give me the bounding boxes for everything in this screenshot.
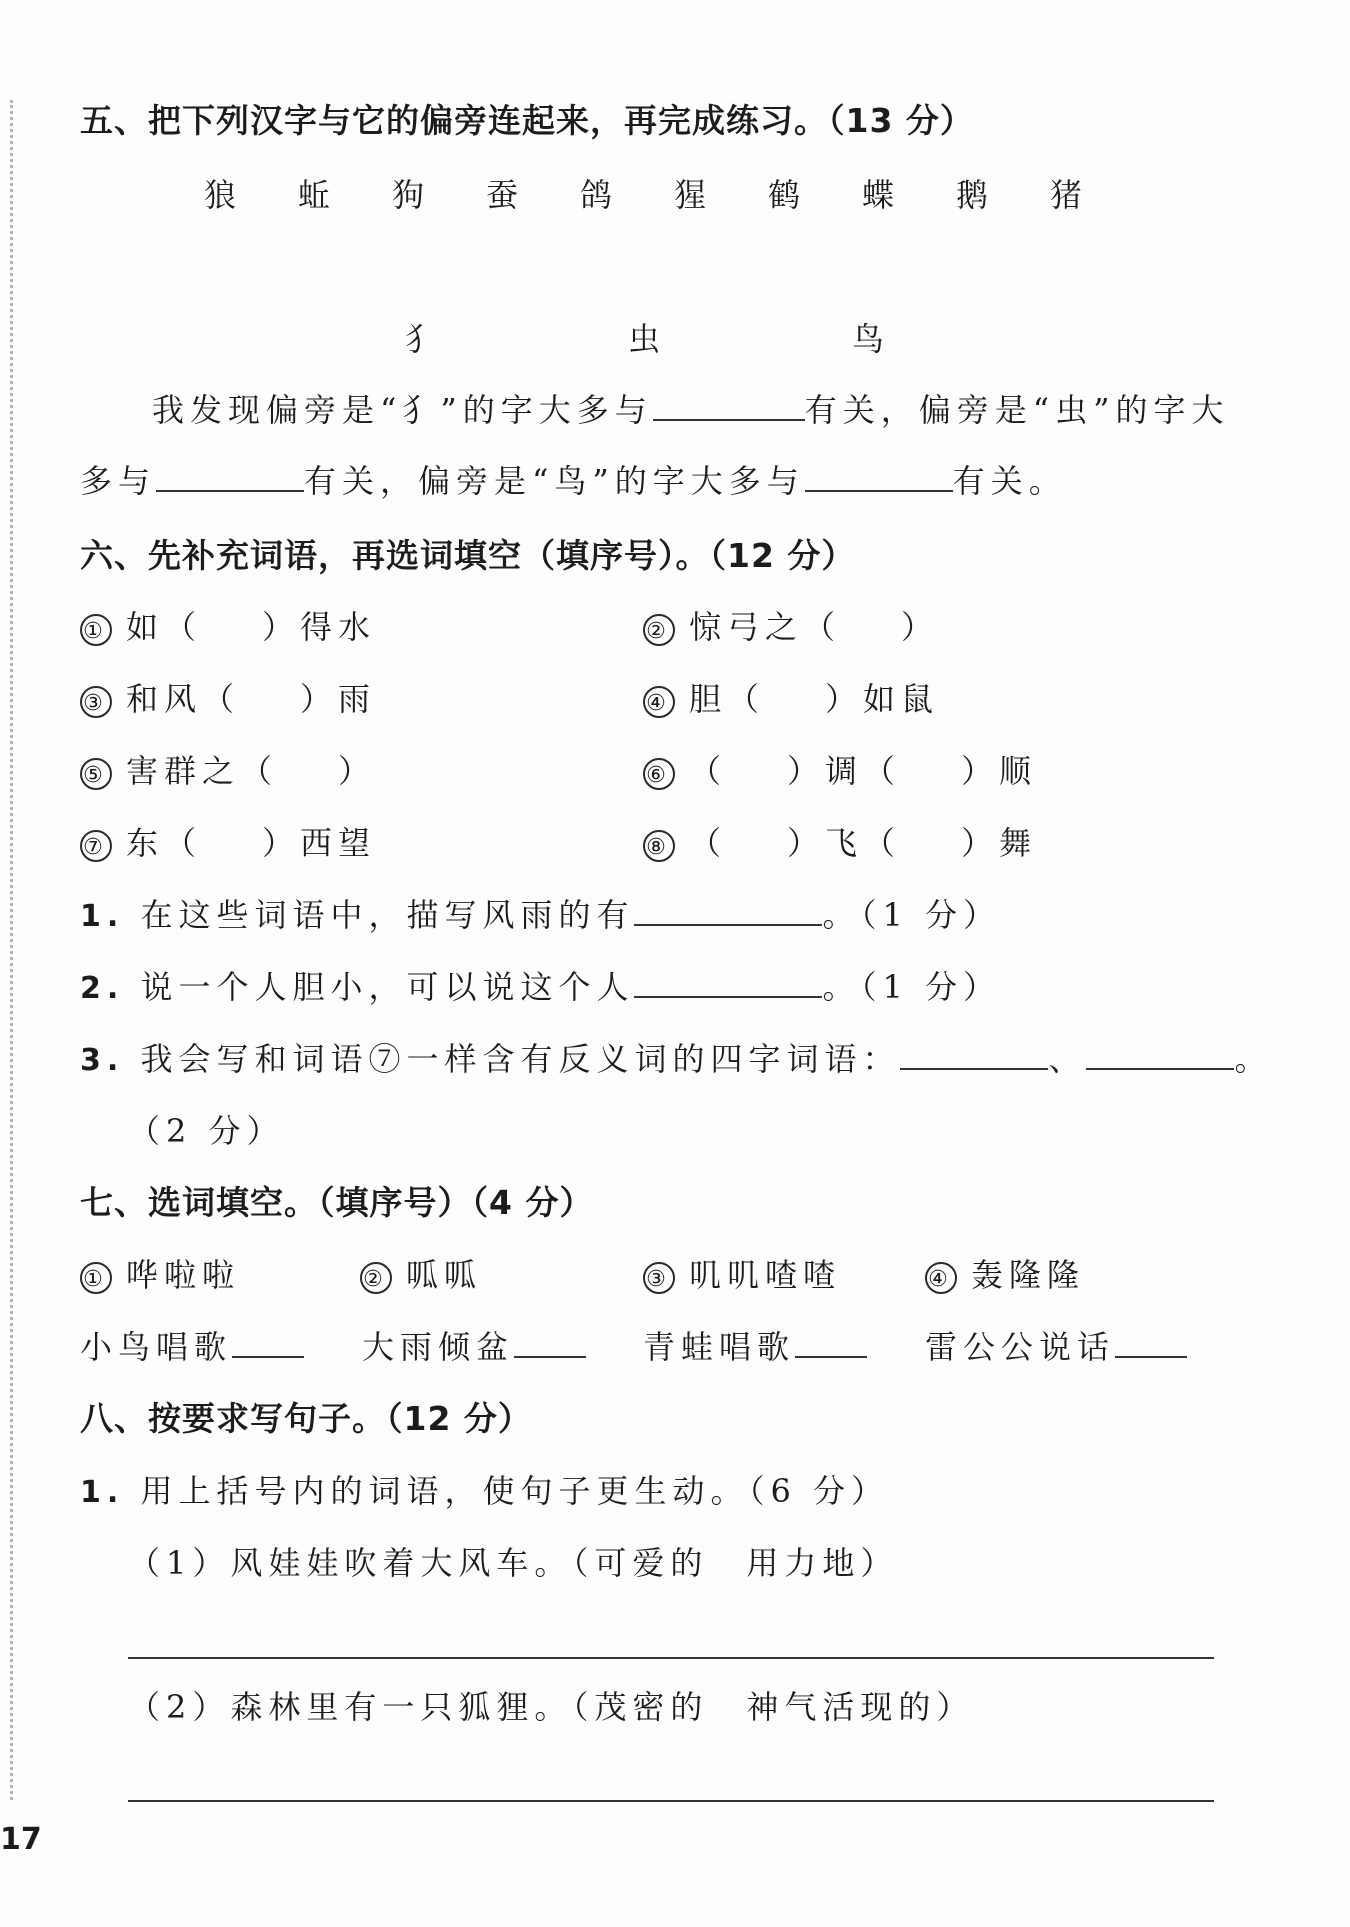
char-item[interactable]: 蝶	[862, 176, 895, 214]
section6-title: 六、先补充词语，再选词填空（填序号）。（12 分）	[80, 536, 856, 575]
separator: 、	[1048, 1040, 1087, 1078]
binding-margin	[10, 100, 13, 1800]
char-item[interactable]: 狼	[204, 176, 237, 214]
item-number: ④	[643, 686, 675, 718]
idiom-item-8	[643, 818, 1037, 864]
idiom-part: ）得水	[262, 608, 377, 646]
radical-item[interactable]: 犭	[405, 320, 438, 358]
char-item[interactable]: 鹤	[768, 176, 801, 214]
question-number: 1.	[80, 899, 125, 934]
fill-item-1	[80, 1322, 304, 1368]
section6-question-1	[80, 890, 1001, 936]
sentence-fragment: 我发现偏旁是“犭”的字大多与	[152, 391, 653, 429]
char-item[interactable]: 猩	[674, 176, 707, 214]
idiom-part: 惊弓之（	[689, 608, 842, 646]
char-item[interactable]: 鹅	[956, 176, 989, 214]
answer-blank[interactable]	[634, 924, 822, 926]
sentence-fragment: 有关。	[952, 462, 1067, 500]
fill-prompt: 小鸟唱歌	[80, 1328, 233, 1366]
radical-item[interactable]: 鸟	[852, 320, 885, 358]
word-option-4	[925, 1250, 1085, 1296]
section6-question-3	[80, 1034, 1273, 1080]
answer-blank[interactable]	[232, 1356, 304, 1358]
char-item[interactable]: 鸽	[580, 176, 613, 214]
answer-blank[interactable]	[1086, 1068, 1234, 1070]
fill-item-4	[925, 1322, 1187, 1368]
fill-prompt: 青蛙唱歌	[643, 1328, 796, 1366]
word-option-2	[360, 1250, 482, 1296]
question-number: 2.	[80, 971, 125, 1006]
question-score: 。（1 分）	[822, 968, 1002, 1006]
option-word: 呱呱	[406, 1256, 483, 1294]
item-number: ⑦	[80, 830, 112, 862]
char-item[interactable]: 猪	[1050, 176, 1083, 214]
section6-question-2	[80, 962, 1001, 1008]
idiom-part: （	[689, 824, 728, 862]
sentence-fragment: 有关，偏旁是“鸟”的字大多与	[304, 462, 805, 500]
section8-question-1	[80, 1466, 889, 1512]
question-text: 说一个人胆小，可以说这个人	[140, 968, 635, 1006]
question-text: 用上括号内的词语，使句子更生动。（6 分）	[140, 1472, 889, 1510]
idiom-part: 胆（	[689, 680, 766, 718]
item-number: ⑤	[80, 758, 112, 790]
option-word: 轰隆隆	[971, 1256, 1086, 1294]
page-number: 17	[0, 1822, 42, 1857]
answer-blank[interactable]	[795, 1356, 867, 1358]
idiom-item-5	[80, 746, 376, 792]
idiom-part: ）	[901, 608, 940, 646]
char-item[interactable]: 狗	[392, 176, 425, 214]
answer-blank[interactable]	[900, 1068, 1048, 1070]
answer-line[interactable]	[128, 1800, 1214, 1802]
question-text: 我会写和词语⑦一样含有反义词的四字词语：	[140, 1040, 901, 1078]
sentence-fragment: 有关，偏旁是“虫”的字大	[804, 391, 1230, 429]
word-option-1	[80, 1250, 240, 1296]
idiom-part: 如（	[126, 608, 203, 646]
answer-blank[interactable]	[514, 1356, 586, 1358]
idiom-part: ）舞	[961, 824, 1038, 862]
idiom-part: ）顺	[961, 752, 1038, 790]
radical-discovery-line-2	[80, 456, 1067, 502]
idiom-part: ）西望	[262, 824, 377, 862]
fill-item-2	[362, 1322, 586, 1368]
section5-title: 五、把下列汉字与它的偏旁连起来，再完成练习。（13 分）	[80, 101, 974, 140]
idiom-part: ）飞（	[787, 824, 902, 862]
item-number: ⑧	[643, 830, 675, 862]
subquestion-2: （2）森林里有一只狐狸。（茂密的 神气活现的）	[128, 1688, 975, 1726]
idiom-part: ）	[338, 752, 377, 790]
idiom-item-2	[643, 602, 939, 648]
idiom-part: 和风（	[126, 680, 241, 718]
idiom-item-6	[643, 746, 1037, 792]
idiom-item-4	[643, 674, 939, 720]
item-number: ③	[80, 686, 112, 718]
idiom-item-7	[80, 818, 376, 864]
answer-blank[interactable]	[634, 996, 822, 998]
idiom-item-1	[80, 602, 376, 648]
radical-item[interactable]: 虫	[628, 320, 661, 358]
answer-blank[interactable]	[1115, 1356, 1187, 1358]
section8-title: 八、按要求写句子。（12 分）	[80, 1399, 532, 1438]
answer-line[interactable]	[128, 1657, 1214, 1659]
punctuation: 。	[1234, 1040, 1273, 1078]
fill-prompt: 大雨倾盆	[362, 1328, 515, 1366]
sentence-fragment: 多与	[80, 462, 157, 500]
section6-question-3-score: （2 分）	[128, 1112, 285, 1150]
idiom-part: 害群之（	[126, 752, 279, 790]
answer-blank[interactable]	[653, 419, 805, 421]
answer-blank[interactable]	[156, 490, 304, 492]
subquestion-1: （1）风娃娃吹着大风车。（可爱的 用力地）	[128, 1544, 899, 1582]
question-number: 1.	[80, 1475, 125, 1510]
answer-blank[interactable]	[805, 490, 953, 492]
fill-prompt: 雷公公说话	[925, 1328, 1116, 1366]
option-number: ③	[643, 1262, 675, 1294]
section7-title: 七、选词填空。（填序号）（4 分）	[80, 1183, 594, 1222]
option-number: ②	[360, 1262, 392, 1294]
option-number: ①	[80, 1262, 112, 1294]
char-item[interactable]: 蚯	[298, 176, 331, 214]
question-text: 在这些词语中，描写风雨的有	[140, 896, 635, 934]
fill-item-3	[643, 1322, 867, 1368]
item-number: ②	[643, 614, 675, 646]
item-number: ①	[80, 614, 112, 646]
char-item[interactable]: 蚕	[486, 176, 519, 214]
word-option-3	[643, 1250, 841, 1296]
option-word: 哗啦啦	[126, 1256, 241, 1294]
idiom-part: 东（	[126, 824, 203, 862]
idiom-part: ）调（	[787, 752, 902, 790]
idiom-part: ）如鼠	[825, 680, 940, 718]
radical-discovery-line-1	[152, 385, 1229, 431]
idiom-part: （	[689, 752, 728, 790]
option-number: ④	[925, 1262, 957, 1294]
option-word: 叽叽喳喳	[689, 1256, 842, 1294]
idiom-part: ）雨	[300, 680, 377, 718]
idiom-item-3	[80, 674, 376, 720]
question-number: 3.	[80, 1043, 125, 1078]
item-number: ⑥	[643, 758, 675, 790]
question-score: 。（1 分）	[822, 896, 1002, 934]
